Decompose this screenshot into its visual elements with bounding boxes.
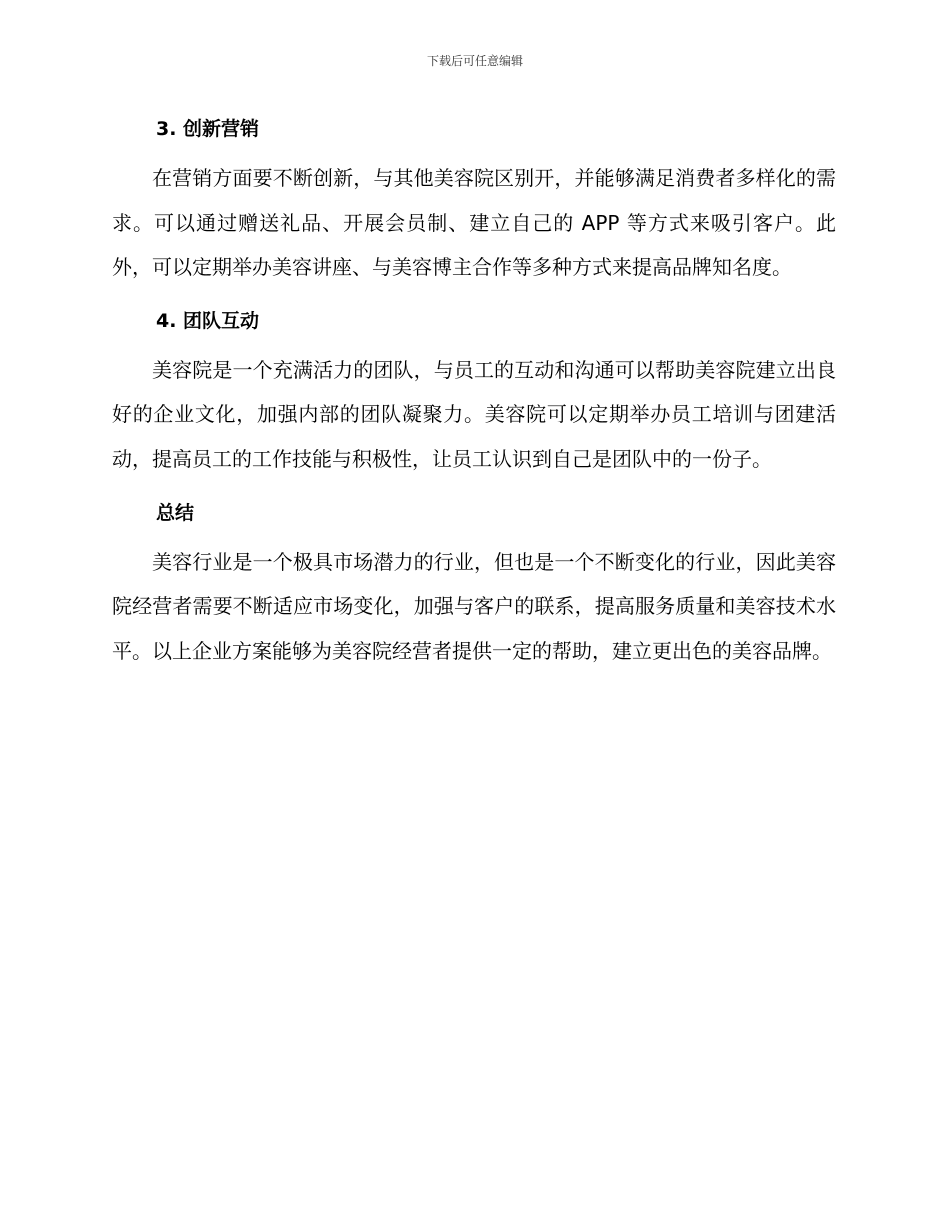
section-paragraph: 美容行业是一个极具市场潜力的行业，但也是一个不断变化的行业，因此美容院经营者需要不断适应市场变化，加强与客户的联系，提高服务质量和美容技术水平。以上企业方案能够为美容院经营者提供一定的帮助，建立更出色的美容品牌。 <box>112 549 836 663</box>
section-summary <box>112 494 836 674</box>
document-body <box>112 110 836 685</box>
page-header: 下载后可任意编辑 <box>426 54 523 68</box>
section-paragraph: 在营销方面要不断创新，与其他美容院区别开，并能够满足消费者多样化的需求。可以通过赠送礼品、开展会员制、建立自己的 APP 等方式来吸引客户。此外，可以定期举办美容讲座、与美容博主合作等多种方式来提高品牌知名度。 <box>112 166 836 280</box>
section-innovative-marketing <box>112 110 836 290</box>
section-heading: 4. 团队互动 <box>156 309 260 332</box>
section-heading: 总结 <box>156 501 195 524</box>
section-team-interaction <box>112 302 836 482</box>
section-paragraph: 美容院是一个充满活力的团队，与员工的互动和沟通可以帮助美容院建立出良好的企业文化，加强内部的团队凝聚力。美容院可以定期举办员工培训与团建活动，提高员工的工作技能与积极性，让员工认识到自己是团队中的一份子。 <box>112 357 836 471</box>
section-heading: 3. 创新营销 <box>156 118 260 140</box>
